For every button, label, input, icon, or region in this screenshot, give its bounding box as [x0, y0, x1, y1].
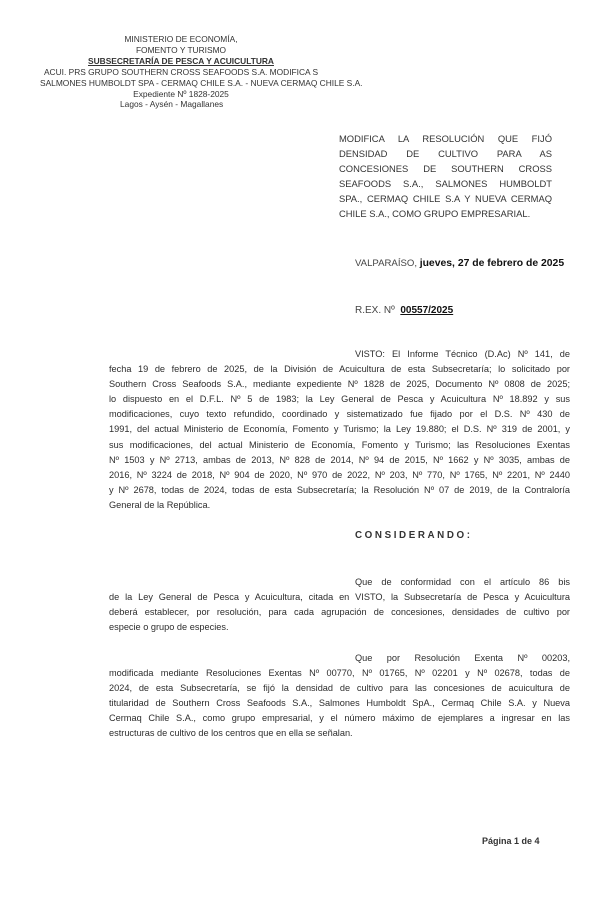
paragraph-line: modificaciones, cuyo texto refundido, coordinado y sistematizado fue fijado por el D.S. Nº 430 de — [109, 409, 570, 420]
paragraph-line: Cermaq Chile S.A., como grupo empresarial, y el número máximo de ejemplares a ingresar en las — [109, 713, 570, 724]
rex-number: 00557/2025 — [400, 305, 454, 316]
subsecretaria-name: SUBSECRETARÍA DE PESCA Y ACUICULTURA — [88, 55, 274, 66]
paragraph-line: lo dispuesto en el D.F.L. Nº 5 de 1983; la Ley General de Pesca y Acuicultura Nº 18.892 y sus — [109, 394, 570, 405]
considerando-heading: CONSIDERANDO: — [355, 530, 473, 541]
summary-line: SEAFOODS S.A., SALMONES HUMBOLDT — [339, 178, 552, 190]
considerando-paragraph-1 — [109, 575, 570, 635]
summary-line: CHILE S.A., COMO GRUPO EMPRESARIAL. — [339, 208, 531, 220]
paragraph-line: modificada mediante Resoluciones Exentas Nº 00770, Nº 01765, Nº 02201 y Nº 02678, todas de — [109, 668, 570, 679]
paragraph-line: 2024, de esta Subsecretaría, se fijó la densidad de cultivo para las concesiones de acuicultura de — [109, 683, 570, 694]
considerando-paragraph-2 — [109, 651, 570, 742]
city: VALPARAÍSO, — [355, 258, 418, 269]
summary-line: MODIFICA LA RESOLUCIÓN QUE FIJÓ — [339, 133, 552, 144]
resolution-number — [355, 305, 453, 316]
paragraph-line: especie o grupo de especies. — [109, 622, 229, 633]
ministry-name: MINISTERIO DE ECONOMÍA, — [124, 34, 238, 44]
letterhead — [40, 34, 363, 110]
rex-label: R.EX. Nº — [355, 305, 395, 316]
expediente-number: Expediente Nº 1828-2025 — [133, 88, 229, 99]
summary-line: SPA., CERMAQ CHILE S.A Y NUEVA CERMAQ — [339, 193, 552, 205]
reference-line-2: SALMONES HUMBOLDT SPA - CERMAQ CHILE S.A. - NUEVA CERMAQ CHILE S.A. — [40, 77, 363, 88]
regions: Lagos - Aysén - Magallanes — [120, 99, 224, 110]
paragraph-line: y Nº 2678, todas de 2024, todas de esta Subsecretaría; la Resolución Nº 07 de 2019, de la Contraloría — [109, 484, 570, 495]
visto-paragraph — [109, 347, 570, 513]
paragraph-line: fecha 19 de febrero de 2025, de la División de Acuicultura de esta Subsecretaría; lo solicitado por — [109, 364, 570, 375]
paragraph-line: 1991, del actual Ministerio de Economía, Fomento y Turismo; la Ley 19.880; el D.S. Nº 319 de 2001, y — [109, 424, 570, 435]
paragraph-line: estructuras de cultivo de los centros que en ella se señalan. — [109, 728, 353, 739]
ministry-subtitle: FOMENTO Y TURISMO — [135, 44, 227, 55]
resolution-summary — [339, 131, 552, 222]
paragraph-line: sus modificaciones, del actual Ministerio de Economía, Fomento y Turismo; las Resoluciones Exentas — [109, 439, 570, 450]
date: jueves, 27 de febrero de 2025 — [419, 258, 565, 269]
summary-line: CONCESIONES DE SOUTHERN CROSS — [339, 163, 552, 175]
paragraph-line: 2016, Nº 3224 de 2018, Nº 904 de 2020, Nº 970 de 2022, Nº 203, Nº 770, Nº 1765, Nº 2201, Nº 2440 — [109, 469, 570, 480]
summary-line: DENSIDAD DE CULTIVO PARA AS — [339, 148, 552, 160]
paragraph-line: Que por Resolución Exenta Nº 00203, — [355, 653, 570, 663]
page-number: Página 1 de 4 — [482, 836, 540, 846]
paragraph-line: Southern Cross Seafoods S.A., mediante expediente Nº 1828 de 2025, Documento Nº 0808 de 2025; — [109, 379, 570, 390]
place-date — [355, 258, 564, 269]
paragraph-line: VISTO: El Informe Técnico (D.Ac) Nº 141, de — [355, 349, 570, 359]
paragraph-line: de la Ley General de Pesca y Acuicultura, citada en VISTO, la Subsecretaría de Pesca y Acuicultura — [109, 592, 570, 603]
paragraph-line: General de la República. — [109, 499, 211, 510]
paragraph-line: Nº 1503 y Nº 2713, ambas de 2013, Nº 828 de 2014, Nº 94 de 2015, Nº 1662 y Nº 3035, ambas de — [109, 454, 570, 465]
paragraph-line: Que de conformidad con el artículo 86 bis — [355, 577, 570, 587]
reference-line-1: ACUI. PRS GRUPO SOUTHERN CROSS SEAFOODS S.A. MODIFICA S — [43, 66, 319, 77]
paragraph-line: deberá establecer, por resolución, para cada agrupación de concesiones, densidades de cultivo por — [109, 607, 570, 618]
paragraph-line: titularidad de Southern Cross Seafoods S.A., Salmones Humboldt SpA., Cermaq Chile S.A. y Nueva — [109, 698, 570, 709]
